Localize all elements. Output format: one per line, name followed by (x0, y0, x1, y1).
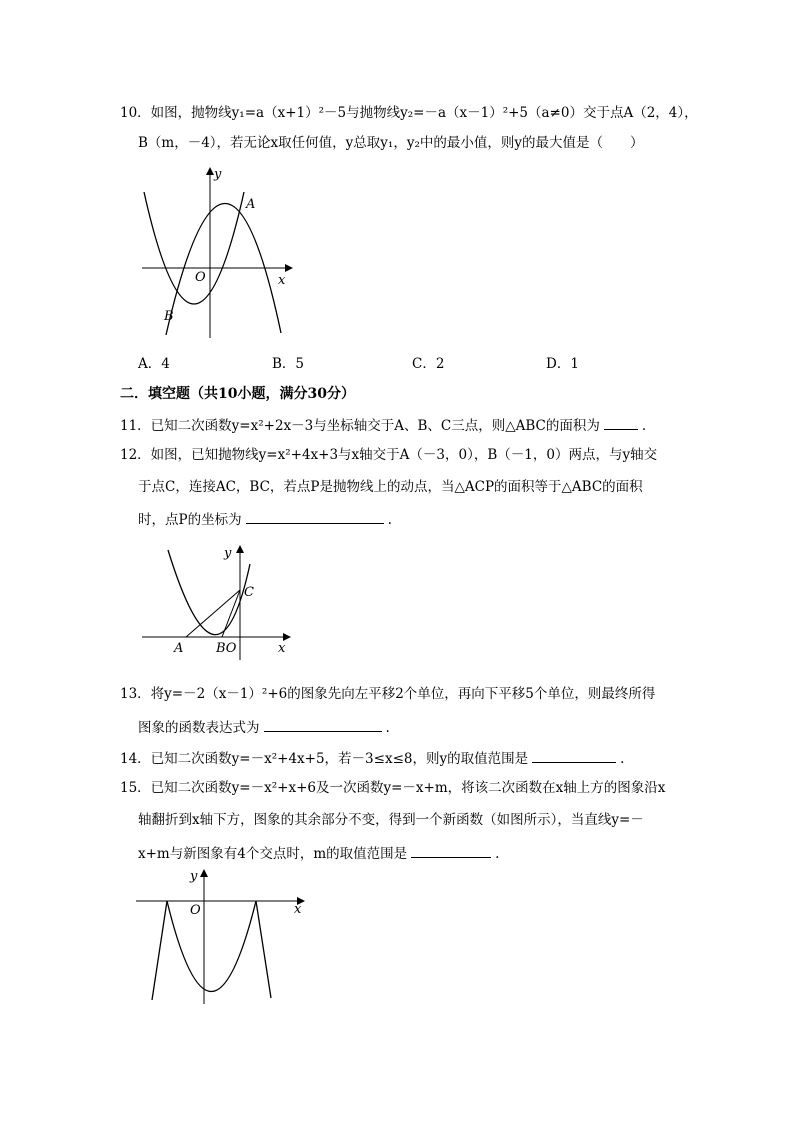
q10-option-d[interactable]: D．1 (546, 356, 579, 372)
q10-parabola-y2 (166, 203, 281, 335)
q12-label-c: C (244, 585, 254, 600)
q13-answer-blank[interactable] (264, 717, 382, 732)
q15-answer-blank[interactable] (411, 843, 491, 858)
q15-line1: 15．已知二次函数y=－x²+x+6及一次函数y=－x+m，将该二次函数在x轴上方的图象沿x (120, 780, 666, 796)
q12-segment-ac (186, 590, 240, 637)
q11-end: . (641, 418, 647, 434)
q12-label-a: A (174, 641, 184, 656)
q11-answer-blank[interactable] (604, 415, 638, 430)
q15-stem-end: x+m与新图象有4个交点时，m的取值范围是 (138, 846, 408, 862)
q11-text (120, 415, 646, 435)
q12-figure (138, 542, 298, 662)
q15-line2: 轴翻折到x轴下方，图象的其余部分不变，得到一个新函数（如图所示），当直线y=－ (138, 812, 644, 828)
q14-text (120, 748, 624, 768)
q13-stem-end: 图象的函数表达式为 (138, 720, 260, 736)
q10-label-o: O (195, 270, 206, 285)
q10-line1: 10．如图，抛物线y₁=a（x+1）²－5与抛物线y₂=－a（x－1）²+5（a≠0）交于点A（2，4）， (120, 105, 698, 121)
q12-label-y: y (224, 546, 232, 561)
q12-stem-end: 时，点P的坐标为 (138, 512, 242, 528)
q12-end: . (387, 512, 392, 528)
q15-line3 (138, 843, 499, 863)
q10-option-b[interactable]: B．5 (272, 356, 305, 372)
q15-parabola-lower (167, 901, 256, 992)
q12-segment-bc (222, 590, 240, 637)
q10-parabola-y1 (144, 192, 244, 304)
q14-stem: 14．已知二次函数y=－x²+4x+5，若－3≤x≤8，则y的取值范围是 (120, 751, 529, 767)
q15-right-branch (256, 901, 271, 998)
q12-line2: 于点C，连接AC，BC，若点P是抛物线上的动点，当△ACP的面积等于△ABC的面积 (138, 479, 643, 495)
q10-option-c[interactable]: C．2 (412, 356, 445, 372)
q10-figure (138, 162, 298, 342)
section-heading: 二．填空题（共10小题，满分30分） (120, 386, 355, 402)
q12-line1: 12．如图，已知抛物线y=x²+4x+3与x轴交于A（－3，0），B（－1，0）两点，与y轴交 (120, 447, 658, 463)
q10-label-y: y (214, 167, 222, 182)
q14-answer-blank[interactable] (532, 748, 616, 763)
q12-line3 (138, 509, 392, 529)
q12-label-x: x (278, 641, 286, 656)
q15-label-y: y (190, 869, 198, 884)
q12-label-bo: BO (216, 641, 237, 656)
q15-left-branch (152, 901, 167, 1000)
q13-line2 (138, 717, 390, 737)
q15-label-o: O (190, 903, 201, 918)
q13-line1: 13．将y=－2（x－1）²+6的图象先向左平移2个单位，再向下平移5个单位，则最终所得 (120, 686, 656, 702)
q10-label-b: B (164, 309, 174, 324)
q12-answer-blank[interactable] (246, 509, 384, 524)
q14-end: . (620, 751, 625, 767)
q15-figure (134, 866, 314, 1006)
q10-line2: B（m，－4），若无论x取任何值，y总取y₁，y₂中的最小值，则y的最大值是（ ） (138, 135, 644, 151)
q15-end: . (495, 846, 500, 862)
q10-label-x: x (278, 273, 286, 288)
q10-option-a[interactable]: A．4 (138, 356, 170, 372)
q13-end: . (385, 720, 390, 736)
q10-label-a: A (246, 197, 256, 212)
q11-stem: 11．已知二次函数y=x²+2x－3与坐标轴交于A、B、C三点，则△ABC的面积为 (120, 418, 600, 434)
q15-label-x: x (294, 902, 302, 917)
